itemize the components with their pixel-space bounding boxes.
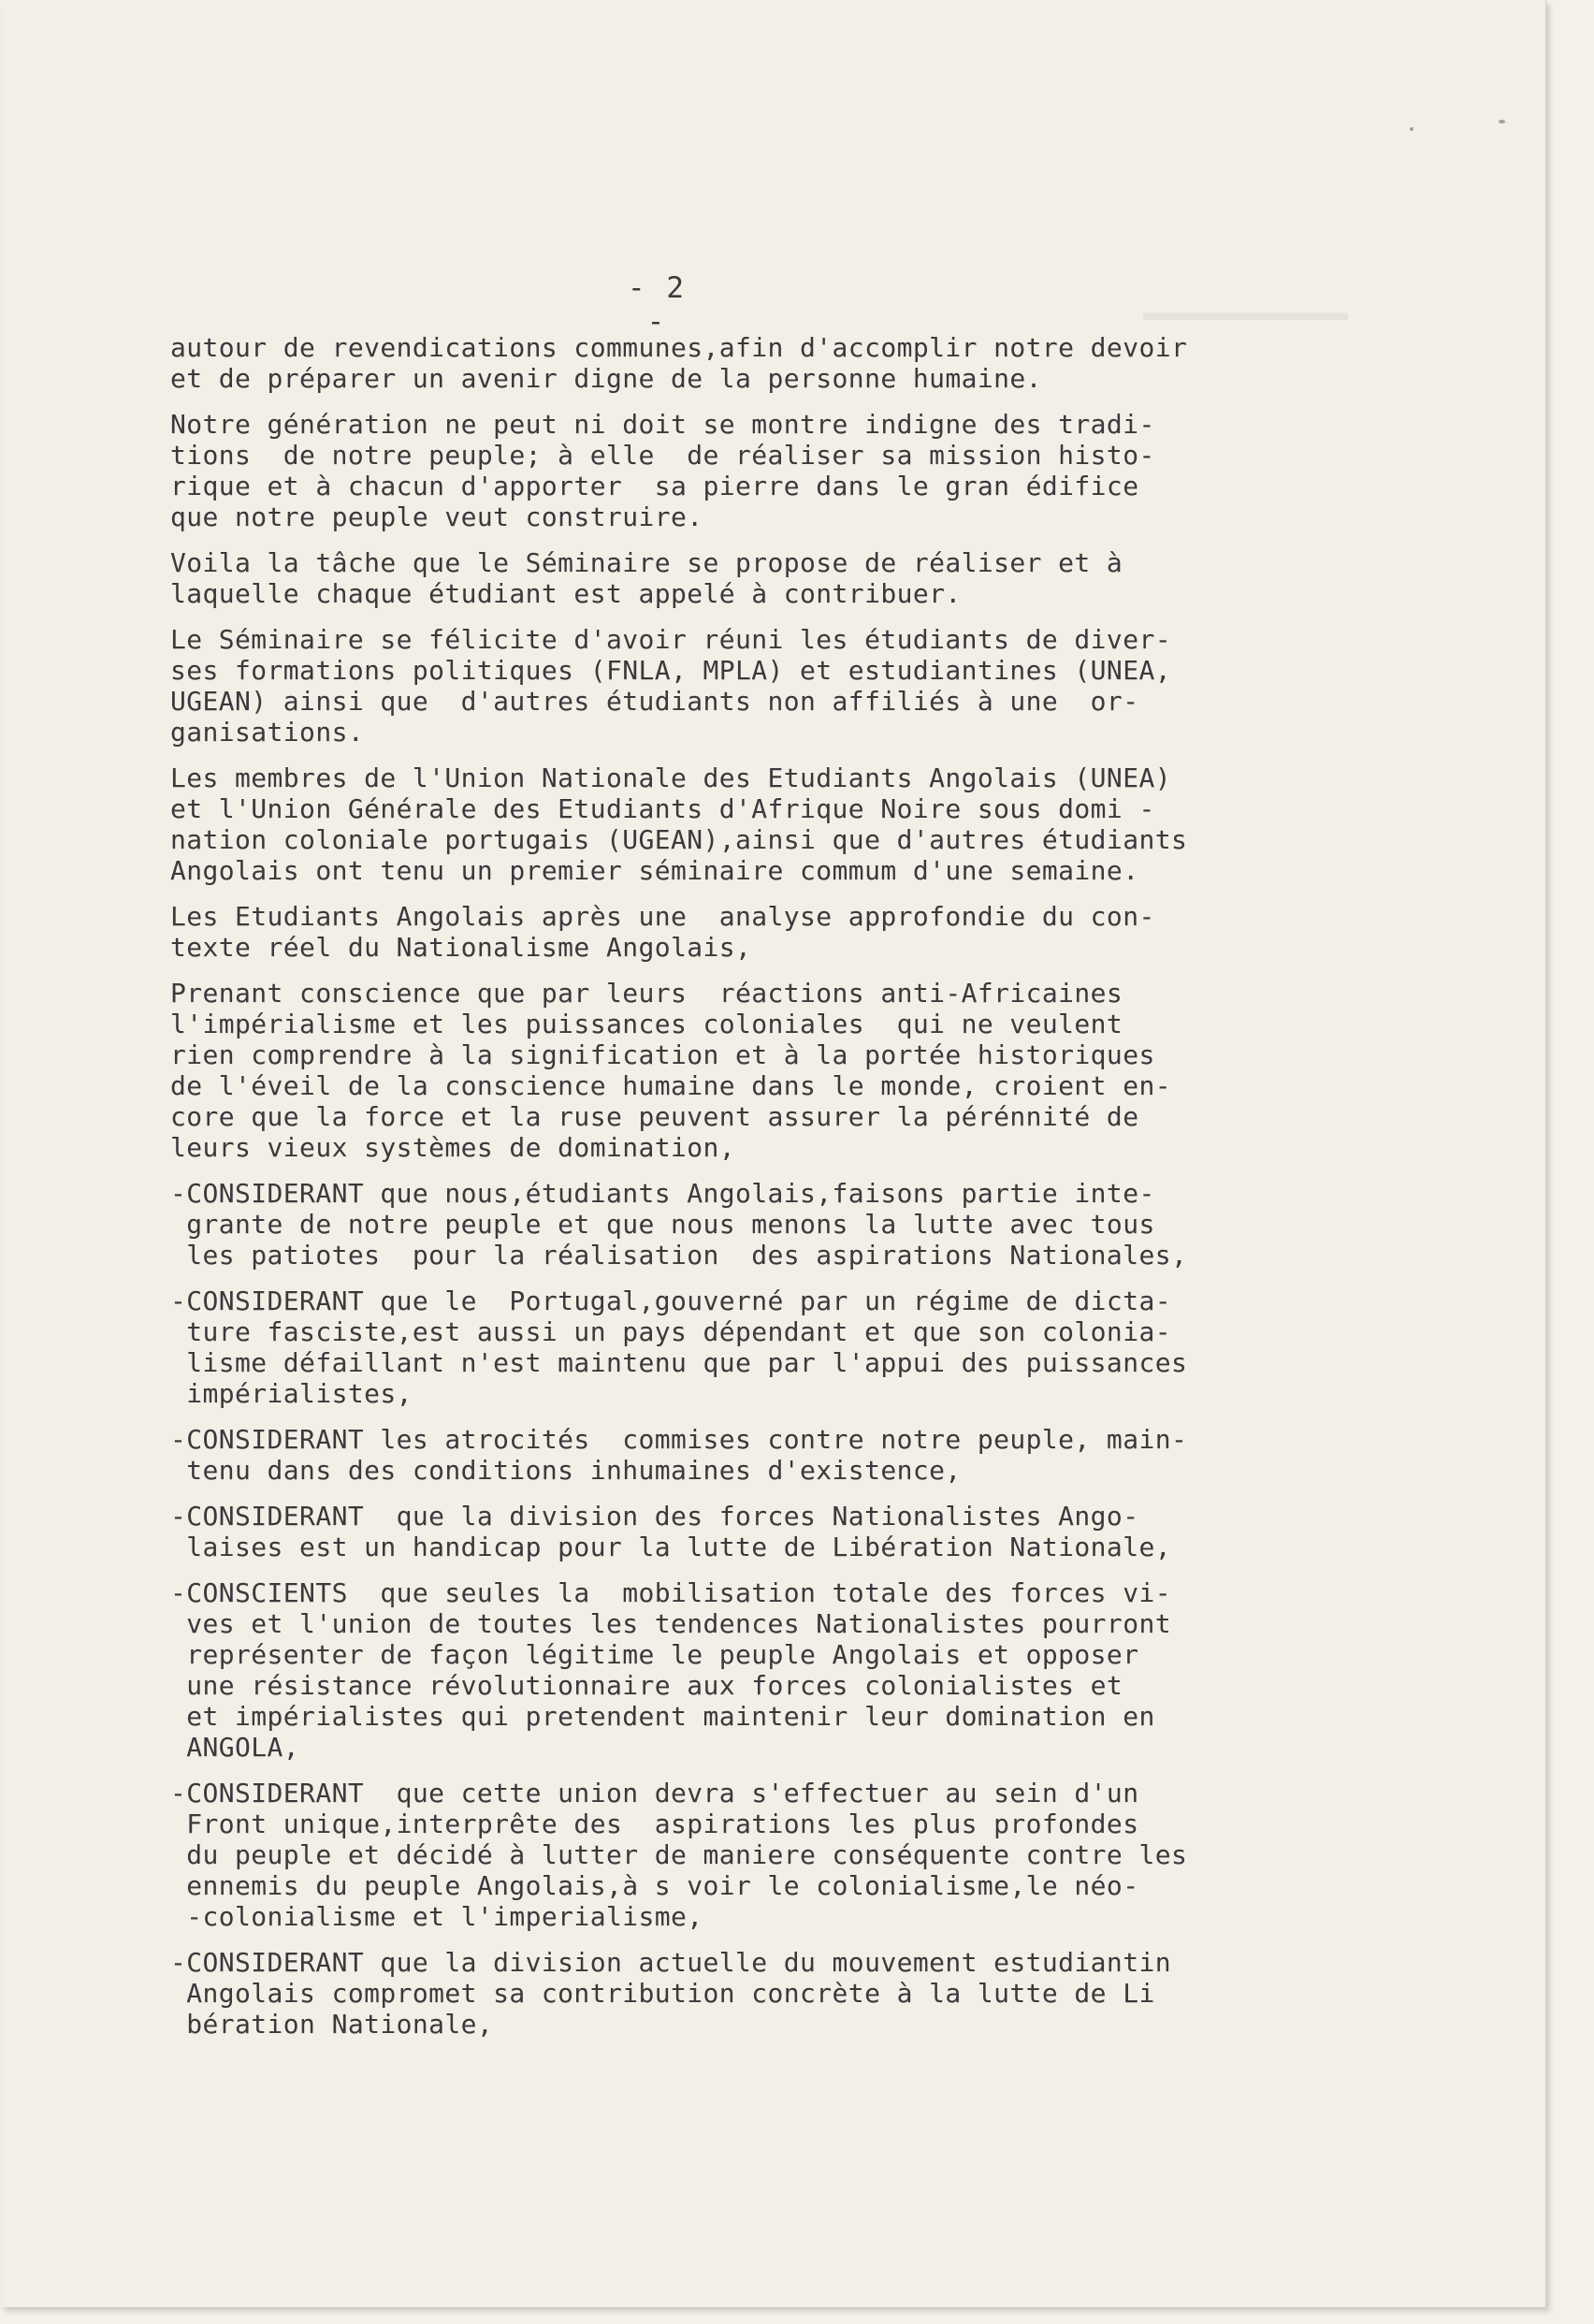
text-line: Notre génération ne peut ni doit se montre indigne des tradi- — [170, 409, 1155, 440]
text-line: -CONSIDERANT que la division actuelle du mouvement estudiantin — [170, 1947, 1171, 1978]
text-line: ANGOLA, — [170, 1732, 300, 1763]
text-line: Voila la tâche que le Séminaire se propose de réaliser et à — [170, 547, 1123, 578]
text-line: bération Nationale, — [170, 2009, 494, 2040]
text-line: que notre peuple veut construire. — [170, 501, 703, 532]
text-line: rien comprendre à la signification et à la portée historiques — [170, 1039, 1155, 1070]
paragraph — [170, 978, 1368, 1163]
ink-speck — [1499, 120, 1505, 123]
text-line: Le Séminaire se félicite d'avoir réuni les étudiants de diver- — [170, 624, 1171, 655]
paragraph — [170, 1285, 1368, 1409]
text-line: Les Etudiants Angolais après une analyse approfondie du con- — [170, 901, 1155, 932]
text-line: leurs vieux systèmes de domination, — [170, 1132, 736, 1163]
text-line: de l'éveil de la conscience humaine dans le monde, croient en- — [170, 1070, 1171, 1101]
text-line: -CONSCIENTS que seules la mobilisation totale des forces vi- — [170, 1577, 1171, 1608]
text-line: Front unique,interprête des aspirations les plus profondes — [170, 1808, 1139, 1839]
paragraph — [170, 763, 1368, 886]
text-line: les patiotes pour la réalisation des aspirations Nationales, — [170, 1240, 1188, 1271]
text-line: tions de notre peuple; à elle de réaliser sa mission histo- — [170, 440, 1155, 471]
text-line: une résistance révolutionnaire aux forces colonialistes et — [170, 1670, 1123, 1701]
text-line: du peuple et décidé à lutter de maniere conséquente contre les — [170, 1839, 1188, 1870]
text-line: ses formations politiques (FNLA, MPLA) et estudiantines (UNEA, — [170, 655, 1171, 686]
text-line: tenu dans des conditions inhumaines d'existence, — [170, 1455, 962, 1486]
ink-speck — [1410, 127, 1413, 131]
text-line: Angolais ont tenu un premier séminaire commum d'une semaine. — [170, 855, 1139, 886]
paragraph — [170, 1947, 1368, 2040]
text-line: nation coloniale portugais (UGEAN),ainsi que d'autres étudiants — [170, 824, 1188, 855]
text-line: ture fasciste,est aussi un pays dépendant et que son colonia- — [170, 1316, 1171, 1347]
text-line: l'impérialisme et les puissances coloniales qui ne veulent — [170, 1009, 1123, 1039]
document-page — [2, 0, 1546, 2307]
paragraph — [170, 1778, 1368, 1932]
paragraph — [170, 332, 1368, 394]
paragraph — [170, 1577, 1368, 1763]
text-line: -CONSIDERANT les atrocités commises contre notre peuple, main- — [170, 1424, 1188, 1455]
document-body — [170, 332, 1368, 2055]
paragraph — [170, 901, 1368, 963]
paragraph — [170, 1501, 1368, 1562]
page-number: - 2 - — [628, 271, 686, 339]
text-line: -CONSIDERANT que la division des forces Nationalistes Ango- — [170, 1501, 1139, 1532]
text-line: Prenant conscience que par leurs réactions anti-Africaines — [170, 978, 1123, 1009]
paragraph — [170, 409, 1368, 532]
text-line: et l'Union Générale des Etudiants d'Afrique Noire sous domi - — [170, 793, 1155, 824]
paragraph — [170, 1178, 1368, 1271]
text-line: -CONSIDERANT que le Portugal,gouverné par un régime de dicta- — [170, 1285, 1171, 1316]
text-line: grante de notre peuple et que nous menons la lutte avec tous — [170, 1209, 1155, 1240]
text-line: core que la force et la ruse peuvent assurer la pérénnité de — [170, 1101, 1139, 1132]
paragraph — [170, 624, 1368, 748]
text-line: ganisations. — [170, 717, 365, 748]
text-line: UGEAN) ainsi que d'autres étudiants non affiliés à une or- — [170, 686, 1139, 717]
text-line: texte réel du Nationalisme Angolais, — [170, 932, 752, 963]
text-line: rique et à chacun d'apporter sa pierre dans le gran édifice — [170, 471, 1139, 501]
text-line: représenter de façon légitime le peuple Angolais et opposer — [170, 1639, 1139, 1670]
text-line: Angolais compromet sa contribution concrète à la lutte de Li — [170, 1978, 1155, 2009]
text-line: impérialistes, — [170, 1378, 413, 1409]
paragraph — [170, 547, 1368, 609]
text-line: laquelle chaque étudiant est appelé à contribuer. — [170, 578, 962, 609]
text-line: et impérialistes qui pretendent maintenir leur domination en — [170, 1701, 1155, 1732]
text-line: -CONSIDERANT que cette union devra s'effectuer au sein d'un — [170, 1778, 1139, 1808]
text-line: -colonialisme et l'imperialisme, — [170, 1901, 703, 1932]
text-line: et de préparer un avenir digne de la personne humaine. — [170, 363, 1042, 394]
text-line: autour de revendications communes,afin d'accomplir notre devoir — [170, 332, 1188, 363]
show-through-bleed: ▬▬▬▬▬▬▬▬▬▬▬▬▬▬ — [1143, 301, 1349, 329]
text-line: ves et l'union de toutes les tendences Nationalistes pourront — [170, 1608, 1171, 1639]
text-line: Les membres de l'Union Nationale des Etudiants Angolais (UNEA) — [170, 763, 1171, 793]
text-line: lisme défaillant n'est maintenu que par l'appui des puissances — [170, 1347, 1188, 1378]
text-line: ennemis du peuple Angolais,à s voir le colonialisme,le néo- — [170, 1870, 1139, 1901]
text-line: laises est un handicap pour la lutte de Libération Nationale, — [170, 1532, 1171, 1562]
paragraph — [170, 1424, 1368, 1486]
text-line: -CONSIDERANT que nous,étudiants Angolais,faisons partie inte- — [170, 1178, 1155, 1209]
